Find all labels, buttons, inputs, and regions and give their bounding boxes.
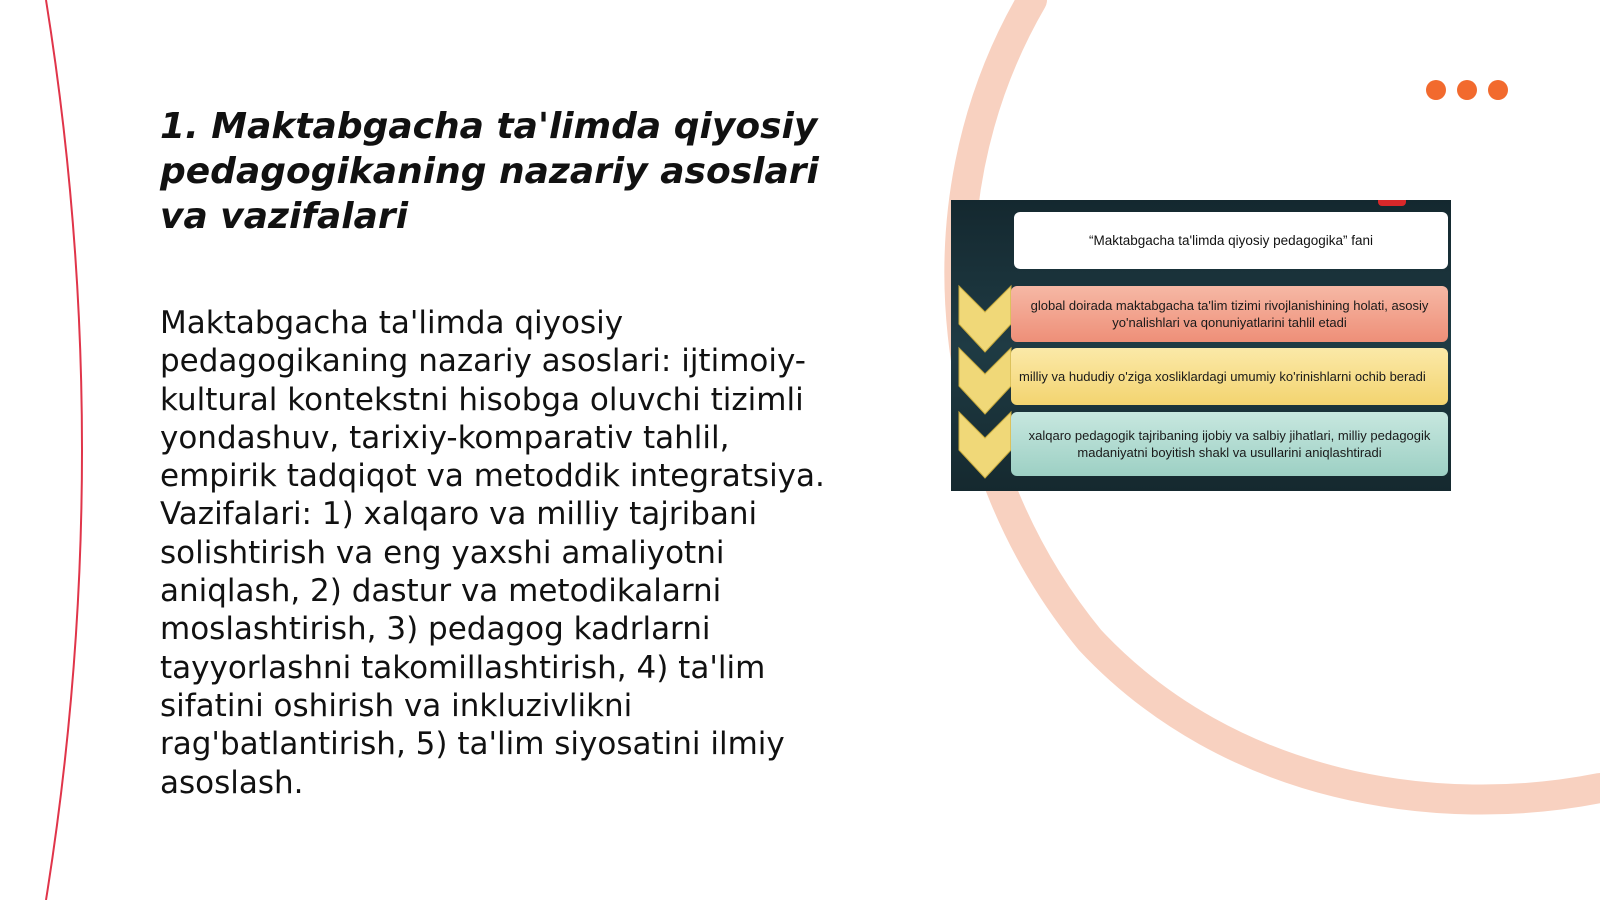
diagram-row-2-text: milliy va hududiy o'ziga xosliklardagi umumiy ko'rinishlarni ochib beradi (1019, 369, 1426, 384)
dot (1488, 80, 1508, 100)
more-dots-icon (1426, 80, 1508, 100)
diagram-header: “Maktabgacha ta'limda qiyosiy pedagogika” fani (1014, 212, 1448, 269)
diagram-red-marker (1378, 200, 1406, 206)
concept-diagram-image (951, 200, 1451, 491)
left-accent-curve (46, 0, 82, 900)
chevron-down-icon (957, 346, 1013, 416)
diagram-row-3 (1011, 412, 1448, 476)
dot (1457, 80, 1477, 100)
chevron-down-icon (957, 410, 1013, 480)
chevron-down-icon (957, 284, 1013, 354)
slide-body-text: Maktabgacha ta'limda qiyosiy pedagogikaning nazariy asoslari: ijtimoiy-kultural kontekstni hisobga oluvchi tizimli yondashuv, tarixiy-komparativ tahlil, empirik tadqiqot va metoddik integratsiya. Vazifalari: 1) xalqaro va milliy tajribani solishtirish va eng yaxshi amaliyotni aniqlash, 2) dastur va metodikalarni moslashtirish, 3) pedagog kadrlarni tayyorlashni takomillashtirish, 4) ta'lim sifatini oshirish va inkluzivlikni rag'batlantirish, 5) ta'lim siyosatini ilmiy asoslash. (160, 305, 825, 801)
diagram-row-1-text: global doirada maktabgacha ta'lim tizimi rivojlanishining holati, asosiy yo'nalishlari va qonuniyatlarini tahlil etadi (1030, 298, 1429, 330)
dot (1426, 80, 1446, 100)
diagram-row-1 (1011, 286, 1448, 342)
slide-title: 1. Maktabgacha ta'limda qiyosiy pedagogikaning nazariy asoslari va vazifalari (160, 106, 819, 237)
diagram-row-2 (1011, 348, 1448, 405)
diagram-row-3-text: xalqaro pedagogik tajribaning ijobiy va salbiy jihatlari, milliy pedagogik madaniyatni boyitish shakl va usullarini aniqlashtiradi (1028, 428, 1431, 460)
